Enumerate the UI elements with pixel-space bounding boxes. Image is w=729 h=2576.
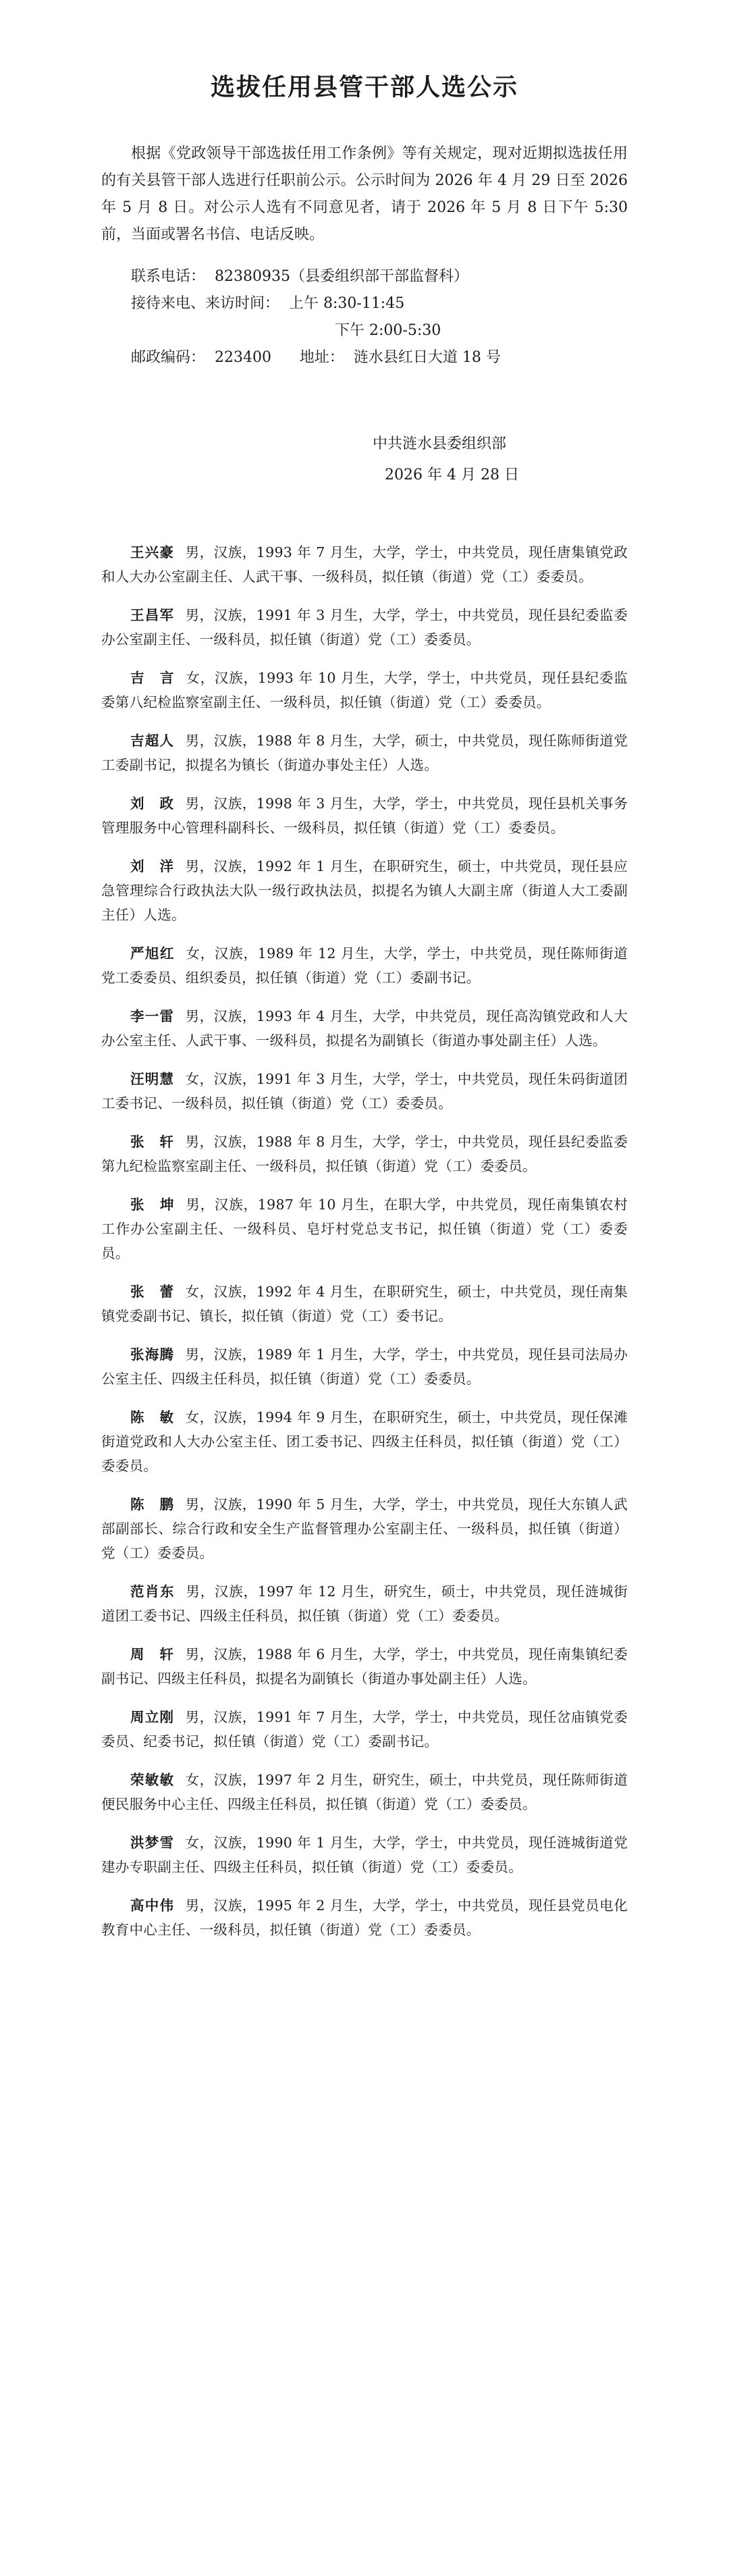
candidate-entry [101,1893,628,1942]
intro-paragraph: 根据《党政领导干部选拔任用工作条例》等有关规定，现对近期拟选拔任用的有关县管干部人选进行任职前公示。公示时间为 2026 年 4 月 29 日至 2026 年 5 月 8 日。对公示人选有不同意见者，请于 2026 年 5 月 8 日下午 5:30 前，当面或署名书信、电话反映。 [101,145,628,243]
page-title: 选拔任用县管干部人选公示 [210,74,518,101]
candidate-description: 男，汉族，1991 年 7 月生，大学，学士，中共党员，现任岔庙镇党委委员、纪委书记，拟任镇（街道）党（工）委副书记。 [101,1709,628,1750]
candidate-entry [101,729,628,777]
candidate-name: 张 坤 [130,1197,175,1213]
candidate-entry [101,1130,628,1178]
candidate-name: 周立刚 [130,1709,175,1725]
candidate-description: 男，汉族，1988 年 6 月生，大学，学士，中共党员，现任南集镇纪委副书记、四级主任科员，拟提名为副镇长（街道办事处副主任）人选。 [101,1646,628,1687]
candidate-name: 陈 鹏 [130,1496,175,1513]
candidate-name: 高中伟 [130,1897,175,1914]
candidate-description: 女，汉族，1990 年 1 月生，大学，学士，中共党员，现任涟城街道党建办专职副主任、四级主任科员，拟任镇（街道）党（工）委委员。 [101,1835,628,1875]
candidate-description: 男，汉族，1993 年 7 月生，大学，学士，中共党员，现任唐集镇党政和人大办公室副主任、人武干事、一级科员，拟任镇（街道）党（工）委委员。 [101,544,628,585]
candidate-description: 男，汉族，1988 年 8 月生，大学，学士，中共党员，现任县纪委监委第九纪检监察室副主任、一级科员，拟任镇（街道）党（工）委委员。 [101,1134,628,1174]
signature-date: 2026 年 4 月 28 日 [385,467,519,483]
candidate-name: 汪明慧 [130,1071,175,1087]
candidate-name: 刘 政 [130,795,175,812]
candidate-description: 男，汉族，1995 年 2 月生，大学，学士，中共党员，现任县党员电化教育中心主任、一级科员，拟任镇（街道）党（工）委委员。 [101,1897,628,1938]
contact-hours-am: 接待来电、来访时间： 上午 8:30-11:45 [131,295,405,312]
candidate-entry [101,1004,628,1053]
candidate-entry [101,1642,628,1691]
candidate-description: 男，汉族，1997 年 12 月生，研究生，硕士，中共党员，现任涟城街道团工委书记、四级主任科员，拟任镇（街道）党（工）委委员。 [101,1583,628,1624]
candidate-description: 男，汉族，1989 年 1 月生，大学，学士，中共党员，现任县司法局办公室主任、四级主任科员，拟任镇（街道）党（工）委委员。 [101,1346,628,1387]
candidate-name: 张 蕾 [130,1284,175,1300]
signature-block [101,431,628,489]
candidate-entry [101,1768,628,1816]
candidate-name: 刘 洋 [130,858,175,874]
candidate-description: 男，汉族，1998 年 3 月生，大学，学士，中共党员，现任县机关事务管理服务中心管理科副科长、一级科员，拟任镇（街道）党（工）委委员。 [101,795,628,836]
candidate-entry [101,1342,628,1391]
candidate-entry [101,854,628,927]
candidate-name: 荣敏敏 [130,1772,175,1788]
candidate-entry [101,666,628,714]
candidate-name: 王昌军 [130,607,175,623]
candidate-description: 男，汉族，1991 年 3 月生，大学，学士，中共党员，现任县纪委监委办公室副主任、一级科员，拟任镇（街道）党（工）委委员。 [101,607,628,648]
candidate-description: 女，汉族，1993 年 10 月生，大学，学士，中共党员，现任县纪委监委第八纪检监察室副主任、一级科员，拟任镇（街道）党（工）委委员。 [101,670,628,710]
candidate-name: 吉 言 [130,670,175,686]
candidate-entry [101,603,628,652]
candidate-name: 张海腾 [130,1346,175,1363]
candidate-name: 王兴豪 [130,544,175,560]
candidate-name: 严旭红 [130,945,175,962]
candidate-description: 女，汉族，1989 年 12 月生，大学，学士，中共党员，现任陈师街道党工委委员、组织委员，拟任镇（街道）党（工）委副书记。 [101,945,628,986]
candidate-description: 男，汉族，1993 年 4 月生，大学，中共党员，现任高沟镇党政和人大办公室主任、人武干事、一级科员，拟提名为副镇长（街道办事处副主任）人选。 [101,1008,628,1049]
candidate-entry [101,1280,628,1328]
contact-hours-pm: 下午 2:00-5:30 [335,322,441,339]
candidate-name: 周 轩 [130,1646,175,1662]
candidate-name: 陈 敏 [130,1409,175,1425]
candidate-entry [101,540,628,589]
candidate-name: 吉超人 [130,733,175,749]
candidate-entry [101,1705,628,1754]
signature-org: 中共涟水县委组织部 [373,436,507,452]
candidate-entry [101,1579,628,1628]
candidate-entry [101,791,628,840]
candidate-entry [101,1405,628,1478]
candidate-description: 女，汉族，1997 年 2 月生，研究生，硕士，中共党员，现任陈师街道便民服务中心主任、四级主任科员，拟任镇（街道）党（工）委委员。 [101,1772,628,1812]
candidate-description: 男，汉族，1992 年 1 月生，在职研究生，硕士，中共党员，现任县应急管理综合行政执法大队一级行政执法员，拟提名为镇人大副主席（街道人大工委副主任）人选。 [101,858,628,923]
candidate-entry [101,1492,628,1565]
candidate-description: 男，汉族，1990 年 5 月生，大学，学士，中共党员，现任大东镇人武部副部长、综合行政和安全生产监督管理办公室副主任、一级科员，拟任镇（街道）党（工）委委员。 [101,1496,628,1561]
candidate-entry [101,1192,628,1265]
candidate-description: 男，汉族，1988 年 8 月生，大学，硕士，中共党员，现任陈师街道党工委副书记，拟提名为镇长（街道办事处主任）人选。 [101,733,628,773]
candidate-description: 女，汉族，1992 年 4 月生，在职研究生，硕士，中共党员，现任南集镇党委副书记、镇长，拟任镇（街道）党（工）委书记。 [101,1284,628,1324]
candidate-name: 李一雷 [130,1008,175,1024]
contact-block [101,263,628,371]
candidate-name: 范肖东 [130,1583,175,1600]
candidate-description: 女，汉族，1994 年 9 月生，在职研究生，硕士，中共党员，现任保滩街道党政和人大办公室主任、团工委书记、四级主任科员，拟任镇（街道）党（工）委委员。 [101,1409,628,1474]
contact-phone: 联系电话： 82380935（县委组织部干部监督科） [131,268,468,285]
candidate-entry [101,941,628,990]
contact-address: 邮政编码： 223400 地址： 涟水县红日大道 18 号 [131,349,501,366]
candidate-entry [101,1831,628,1879]
candidate-description: 女，汉族，1991 年 3 月生，大学，学士，中共党员，现任朱码街道团工委书记、一级科员，拟任镇（街道）党（工）委委员。 [101,1071,628,1111]
candidate-list [101,540,628,1942]
candidate-name: 洪梦雪 [130,1835,175,1851]
candidate-entry [101,1067,628,1115]
candidate-description: 男，汉族，1987 年 10 月生，在职大学，中共党员，现任南集镇农村工作办公室副主任、一级科员、皂圩村党总支书记，拟任镇（街道）党（工）委委员。 [101,1197,628,1261]
candidate-name: 张 轩 [130,1134,175,1150]
